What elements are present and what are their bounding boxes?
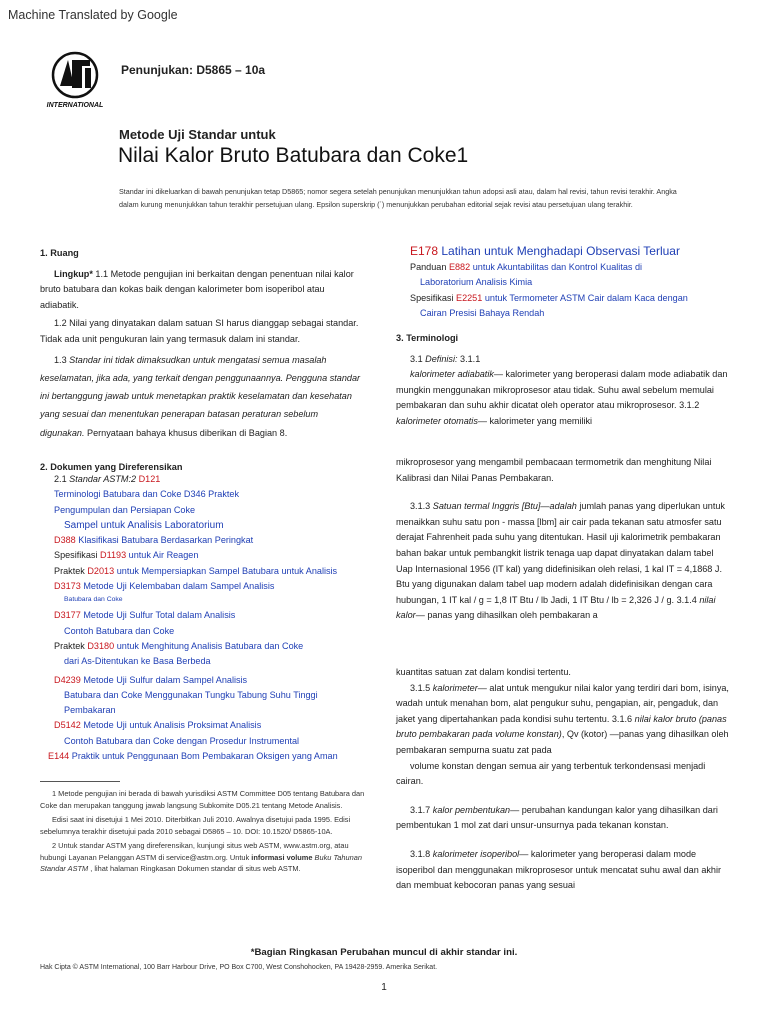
doc-title: Nilai Kalor Bruto Batubara dan Coke1 <box>118 144 469 167</box>
definition-3-1-1: kalorimeter adiabatik— kalorimeter yang beroperasi dalam mode adiabatik dan mungkin menggunakan mikroprosesor atau tidak. Suhu awal sebelum memulai pembakaran dan suhu akhir dicatat oleh operator atau mikroprosesor. 3.1.2 kalorimeter otomatis— kalorimeter yang memiliki <box>396 369 728 426</box>
astm-logo <box>38 50 112 110</box>
ref-e2251-cont[interactable]: Cairan Presisi Bahaya Rendah <box>420 308 545 319</box>
ref-e2251[interactable]: Spesifikasi E2251 untuk Termometer ASTM Cair dalam Kaca dengan <box>410 292 688 303</box>
ref-item[interactable]: D388 Klasifikasi Batubara Berdasarkan Peringkat <box>54 535 254 546</box>
ref-item[interactable]: Contoh Batubara dan Coke dengan Prosedur Instrumental <box>64 735 300 746</box>
copyright: Hak Cipta © ASTM International, 100 Barr Harbour Drive, PO Box C700, West Conshohocken, PA 19428-2959. Amerika Serikat. <box>40 964 438 971</box>
definition-3-1-3: 3.1.3 Satuan termal Inggris [Btu]—adalah jumlah panas yang diperlukan untuk menaikkan suhu satu pon - massa [lbm] air cair pada tekanan satu atmosfer satu derajat Fahrenheit pada suhu yang ditentukan. Hasil uji kalorimetrik pembakaran bahan bakar untuk pembangkit listrik tenaga uap dapat dinyatakan dalam tabel Uap Internasional 1956 (IT kal) yang didefinisikan oleh relasi, 1 kal IT = 4,1868 J. Btu yang digunakan dalam tabel uap modern adalah didefinisikan dengan cara hubungan, 1 IT kal / g = 1,8 IT Btu / lb Jadi, 1 IT Btu / lb = 2,326 J / g. 3.1.4 nilai kalor— panas yang dihasilkan oleh pembakaran a <box>396 501 725 621</box>
footnote-1b: Edisi saat ini disetujui 1 Mei 2010. Diterbitkan Juli 2010. Awalnya disetujui pada 1995. Edisi sebelumnya terakhir disetujui pada 2010 sebagai D5865 – 10. DOI: 10.1520/ D5865-10A. <box>40 815 351 836</box>
section-2-heading: 2. Dokumen yang Direferensikan <box>40 462 183 473</box>
ref-item[interactable]: Praktek D2013 untuk Mempersiapkan Sampel Batubara untuk Analisis <box>54 565 338 576</box>
ref-item[interactable]: D5142 Metode Uji untuk Analisis Proksimat Analisis <box>54 720 262 731</box>
definition-3-1-8: 3.1.8 kalorimeter isoperibol— kalorimeter yang beroperasi dalam mode isoperibol dan menggunakan mikroprosesor untuk mencatat suhu awal dan akhir dan membuat kebocoran panas yang sesuai <box>396 848 722 891</box>
definition-3-1-6-cont: volume konstan dengan semua air yang terbentuk terkondensasi menjadi cairan. <box>396 760 706 787</box>
ref-item[interactable]: Batubara dan Coke <box>64 596 123 604</box>
left-column <box>40 246 365 476</box>
ref-item[interactable]: Terminologi Batubara dan Coke D346 Praktek <box>54 489 240 500</box>
page-number: 1 <box>381 982 387 993</box>
paragraph-1-1: Lingkup* 1.1 Metode pengujian ini berkaitan dengan penentuan nilai kalor bruto batubara dan kokas baik dengan kalorimeter bom isoperibol atau adiabatik. <box>40 268 354 310</box>
ref-item[interactable]: E144 Praktik untuk Penggunaan Bom Pembakaran Oksigen yang Aman <box>48 751 338 762</box>
ref-item[interactable]: Contoh Batubara dan Coke <box>64 625 175 636</box>
ref-item[interactable]: Praktek D3180 untuk Menghitung Analisis Batubara dan Coke <box>54 640 304 651</box>
summary-note: *Bagian Ringkasan Perubahan muncul di akhir standar ini. <box>250 947 518 958</box>
issuance-note: Standar ini dikeluarkan di bawah penunjukan tetap D5865; nomor segera setelah penunjukan menunjukkan tahun adopsi asli atau, dalam hal revisi, tahun revisi terakhir. Angka dalam kurung menunjukkan tahun terakhir persetujuan ulang. Epsilon superskrip (´) menunjukkan perubahan editorial sejak revisi atau persetujuan ulang terakhir. <box>119 187 677 209</box>
paragraph-1-2: 1.2 Nilai yang dinyatakan dalam satuan SI harus dianggap sebagai standar. Tidak ada unit pengukuran lain yang termasuk dalam ini standar. <box>40 318 359 344</box>
definition-3-1-5: 3.1.5 kalorimeter— alat untuk mengukur nilai kalor yang terdiri dari bom, isinya, wadah untuk menahan bom, alat pengukur suhu, pengapian, air, pengaduk, dan jaket yang dipertahankan pada kondisi suhu tertentu. 3.1.6 nilai kalor bruto (panas bruto pembakaran pada volume konstan), Qv (kotor) —panas yang dihasilkan oleh pembakaran sempurna suatu zat pada <box>396 682 729 755</box>
svg-text:INTERNATIONAL: INTERNATIONAL <box>46 102 104 109</box>
machine-translated-label: Machine Translated by Google <box>8 8 178 22</box>
paragraph-1-3: 1.3 Standar ini tidak dimaksudkan untuk mengatasi semua masalah keselamatan, jika ada, yang terkait dengan penggunaannya. Pengguna standar ini bertanggung jawab untuk menetapkan praktik keselamatan dan kesehatan yang sesuai dan menentukan penerapan batasan peraturan sebelum digunakan. Pernyataan bahaya khusus diberikan di Bagian 8. <box>40 354 361 438</box>
ref-item[interactable]: Pengumpulan dan Persiapan Coke <box>54 504 196 515</box>
footnotes <box>40 788 375 875</box>
ref-e882-cont[interactable]: Laboratorium Analisis Kimia <box>420 277 533 288</box>
footnote-divider <box>40 781 120 782</box>
reference-list <box>48 472 379 764</box>
ref-item[interactable]: dari As-Ditentukan ke Basa Berbeda <box>64 656 211 667</box>
ref-item[interactable]: D3177 Metode Uji Sulfur Total dalam Analisis <box>54 610 236 621</box>
designation: Penunjukan: D5865 – 10a <box>121 63 266 77</box>
ref-item[interactable]: Batubara dan Coke Menggunakan Tungku Tabung Suhu Tinggi <box>64 689 318 700</box>
ref-item[interactable]: D3173 Metode Uji Kelembaban dalam Sampel Analisis <box>54 581 275 592</box>
right-column <box>396 244 731 430</box>
right-column-2 <box>396 455 731 624</box>
ref-item[interactable]: Spesifikasi D1193 untuk Air Reagen <box>54 550 199 561</box>
section-3-heading: 3. Terminologi <box>396 332 459 343</box>
ref-item[interactable]: Sampel untuk Analisis Laboratorium <box>64 519 224 531</box>
right-column-3 <box>396 665 731 894</box>
doc-subtitle: Metode Uji Standar untuk <box>119 127 276 142</box>
definition-3-1-7: 3.1.7 kalor pembentukan— perubahan kandungan kalor yang dihasilkan dari pembentukan 1 mol zat dari unsur-unsurnya pada tekanan konstan. <box>396 804 718 831</box>
section-1-heading: 1. Ruang <box>40 248 79 258</box>
footnote-1: 1 Metode pengujian ini berada di bawah yurisdiksi ASTM Committee D05 tentang Batubara dan Coke dan merupakan tanggung jawab langsung Subkomite D05.21 tentang Metode Analisis. <box>40 789 365 810</box>
ref-e178[interactable]: E178 Latihan untuk Menghadapi Observasi Terluar <box>410 244 680 258</box>
definition-3-1-4-cont: kuantitas satuan zat dalam kondisi tertentu. <box>396 667 571 677</box>
ref-item[interactable]: D4239 Metode Uji Sulfur dalam Sampel Analisis <box>54 674 248 685</box>
ref-e882[interactable]: Panduan E882 untuk Akuntabilitas dan Kontrol Kualitas di <box>410 261 643 272</box>
ref-item: 2.1 Standar ASTM:2 D121 <box>54 474 161 484</box>
definition-3-1-2-cont: mikroprosesor yang mengambil pembacaan termometrik dan menghitung Nilai Kalibrasi dan Nilai Panas Pembakaran. <box>396 457 712 483</box>
definition-3-1: 3.1 Definisi: 3.1.1 <box>410 353 481 364</box>
ref-item[interactable]: Pembakaran <box>64 705 116 716</box>
footnote-2: 2 Untuk standar ASTM yang direferensikan, kunjungi situs web ASTM, www.astm.org, atau hubungi Layanan Pelanggan ASTM di service@astm.org. Untuk informasi volume Buku Tahunan Standar ASTM , lihat halaman Ringkasan Dokumen standar di situs web ASTM. <box>40 841 362 873</box>
